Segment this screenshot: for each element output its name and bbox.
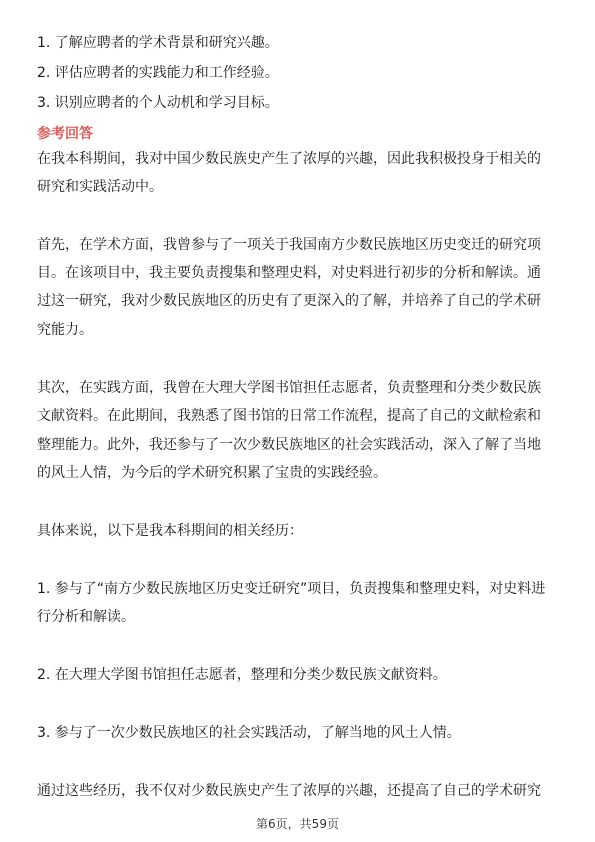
objective-item: 3. 识别应聘者的个人动机和学习目标。: [37, 95, 279, 111]
list-item: 行分析和解读。: [37, 609, 135, 625]
page-number: 第6页，共59页: [256, 817, 339, 831]
paragraph-line: 文献资料。在此期间，我熟悉了图书馆的日常工作流程，提高了自己的文献检索和: [37, 408, 541, 424]
paragraph-line: 过这一研究，我对少数民族地区的历史有了更深入的了解，并培养了自己的学术研: [37, 293, 541, 309]
answer-heading: 参考回答: [37, 126, 93, 142]
paragraph-line: 其次，在实践方面，我曾在大理大学图书馆担任志愿者，负责整理和分类少数民族: [37, 380, 541, 396]
paragraph-line: 在我本科期间，我对中国少数民族史产生了浓厚的兴趣，因此我积极投身于相关的: [37, 151, 541, 167]
paragraph-line: 究能力。: [37, 322, 93, 338]
list-item: 3. 参与了一次少数民族地区的社会实践活动，了解当地的风土人情。: [37, 725, 461, 741]
paragraph-line: 的风土人情，为今后的学术研究积累了宝贵的实践经验。: [37, 465, 387, 481]
paragraph-line: 首先，在学术方面，我曾参与了一项关于我国南方少数民族地区历史变迁的研究项: [37, 237, 541, 253]
list-item: 2. 在大理大学图书馆担任志愿者，整理和分类少数民族文献资料。: [37, 667, 447, 683]
list-item: 1. 参与了“南方少数民族地区历史变迁研究”项目，负责搜集和整理史料，对史料进: [37, 581, 546, 597]
objective-item: 1. 了解应聘者的学术背景和研究兴趣。: [37, 35, 279, 51]
objective-item: 2. 评估应聘者的实践能力和工作经验。: [37, 65, 279, 81]
paragraph-line: 通过这些经历，我不仅对少数民族史产生了浓厚的兴趣，还提高了自己的学术研究: [37, 783, 541, 799]
paragraph-line: 具体来说，以下是我本科期间的相关经历：: [37, 523, 303, 539]
paragraph-line: 目。在该项目中，我主要负责搜集和整理史料，对史料进行初步的分析和解读。通: [37, 265, 541, 281]
paragraph-line: 研究和实践活动中。: [37, 179, 163, 195]
paragraph-line: 整理能力。此外，我还参与了一次少数民族地区的社会实践活动，深入了解了当地: [37, 437, 541, 453]
